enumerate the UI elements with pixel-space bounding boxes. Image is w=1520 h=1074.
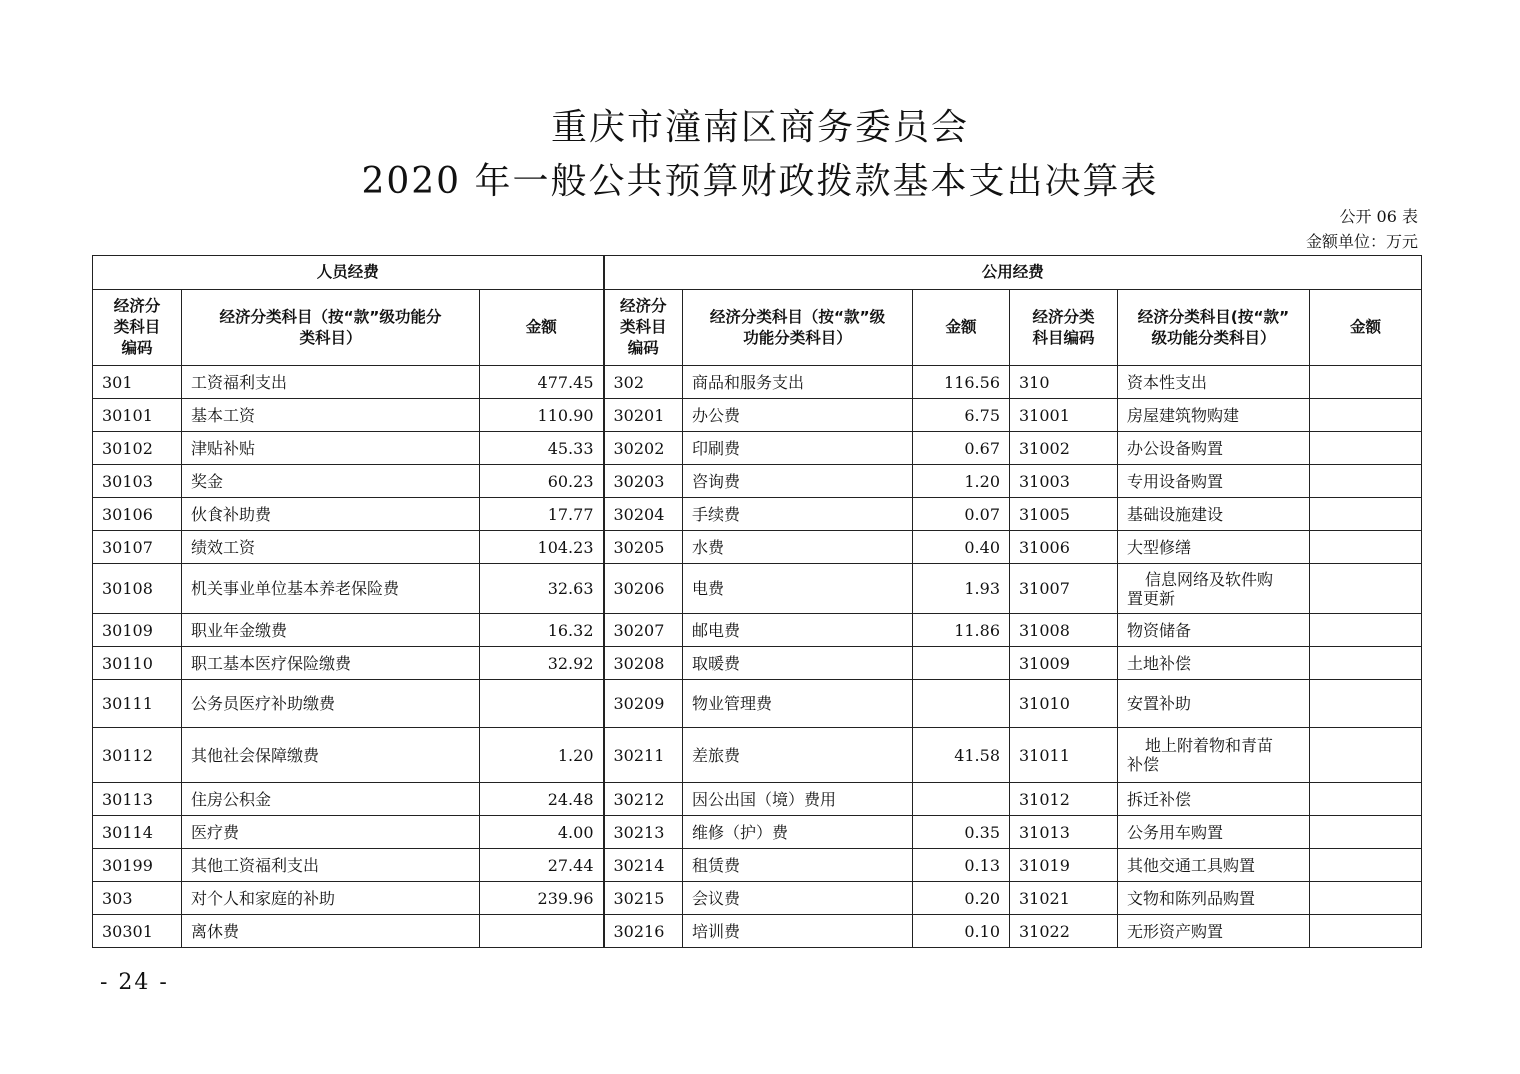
cell-code-a: 30108 (93, 564, 182, 614)
cell-amount-b: 1.20 (913, 465, 1010, 498)
cell-code-b: 30207 (604, 614, 683, 647)
cell-amount-a: 32.92 (480, 647, 604, 680)
cell-name-a: 基本工资 (182, 399, 480, 432)
cell-code-b: 30213 (604, 816, 683, 849)
cell-name-a: 绩效工资 (182, 531, 480, 564)
table-row (93, 816, 1422, 849)
cell-name-b: 电费 (683, 564, 913, 614)
cell-name-b: 水费 (683, 531, 913, 564)
cell-name-b: 取暖费 (683, 647, 913, 680)
cell-amount-c (1310, 465, 1422, 498)
cell-code-c: 31002 (1010, 432, 1118, 465)
cell-name-a: 职工基本医疗保险缴费 (182, 647, 480, 680)
cell-amount-c (1310, 849, 1422, 882)
cell-amount-b: 0.13 (913, 849, 1010, 882)
title-report: 2020 年一般公共预算财政拨款基本支出决算表 (361, 161, 1159, 202)
cell-amount-c (1310, 680, 1422, 728)
budget-table (92, 255, 1422, 948)
cell-amount-c (1310, 498, 1422, 531)
cell-amount-a: 17.77 (480, 498, 604, 531)
header-name-b: 经济分类科目（按“款”级 功能分类科目） (683, 290, 913, 366)
cell-code-b: 30205 (604, 531, 683, 564)
cell-amount-c (1310, 366, 1422, 399)
cell-name-b: 差旅费 (683, 728, 913, 783)
cell-amount-b: 116.56 (913, 366, 1010, 399)
cell-amount-a: 45.33 (480, 432, 604, 465)
cell-amount-a: 110.90 (480, 399, 604, 432)
table-row (93, 564, 1422, 614)
cell-name-a: 津贴补贴 (182, 432, 480, 465)
table-row (93, 465, 1422, 498)
cell-name-b: 租赁费 (683, 849, 913, 882)
cell-code-a: 30107 (93, 531, 182, 564)
cell-code-b: 302 (604, 366, 683, 399)
cell-code-a: 30110 (93, 647, 182, 680)
cell-code-b: 30208 (604, 647, 683, 680)
cell-name-c: 拆迁补偿 (1118, 783, 1310, 816)
cell-amount-a: 16.32 (480, 614, 604, 647)
cell-amount-c (1310, 816, 1422, 849)
cell-name-a: 医疗费 (182, 816, 480, 849)
cell-name-b: 印刷费 (683, 432, 913, 465)
cell-name-a: 离休费 (182, 915, 480, 948)
cell-name-a: 其他工资福利支出 (182, 849, 480, 882)
table-row (93, 680, 1422, 728)
cell-code-c: 31019 (1010, 849, 1118, 882)
cell-name-b: 办公费 (683, 399, 913, 432)
cell-code-b: 30204 (604, 498, 683, 531)
header-code-a: 经济分 类科目 编码 (93, 290, 182, 366)
table-row (93, 432, 1422, 465)
cell-code-b: 30203 (604, 465, 683, 498)
table-row (93, 882, 1422, 915)
cell-code-a: 301 (93, 366, 182, 399)
cell-amount-b: 0.40 (913, 531, 1010, 564)
cell-amount-c (1310, 564, 1422, 614)
cell-code-c: 31013 (1010, 816, 1118, 849)
table-row (93, 399, 1422, 432)
cell-amount-a: 1.20 (480, 728, 604, 783)
table-row (93, 783, 1422, 816)
cell-code-b: 30201 (604, 399, 683, 432)
cell-amount-a: 104.23 (480, 531, 604, 564)
cell-amount-c (1310, 432, 1422, 465)
cell-name-a: 伙食补助费 (182, 498, 480, 531)
cell-name-a: 机关事业单位基本养老保险费 (182, 564, 480, 614)
cell-code-c: 31010 (1010, 680, 1118, 728)
cell-name-c: 大型修缮 (1118, 531, 1310, 564)
cell-amount-a: 32.63 (480, 564, 604, 614)
page-number: - 24 - (100, 970, 169, 995)
cell-name-a: 住房公积金 (182, 783, 480, 816)
table-row (93, 531, 1422, 564)
cell-code-c: 310 (1010, 366, 1118, 399)
cell-name-c (1118, 564, 1310, 614)
header-amount-c: 金额 (1310, 290, 1422, 366)
cell-amount-b: 6.75 (913, 399, 1010, 432)
group-personnel: 人员经费 (93, 256, 604, 290)
cell-code-a: 30109 (93, 614, 182, 647)
header-code-b: 经济分 类科目 编码 (604, 290, 683, 366)
cell-name-a: 对个人和家庭的补助 (182, 882, 480, 915)
header-amount-b: 金额 (913, 290, 1010, 366)
amount-unit: 金额单位：万元 (1305, 232, 1418, 251)
cell-amount-c (1310, 399, 1422, 432)
cell-name-b: 手续费 (683, 498, 913, 531)
cell-name-c: 物资储备 (1118, 614, 1310, 647)
table-row (93, 728, 1422, 783)
table-row (93, 498, 1422, 531)
cell-amount-b: 41.58 (913, 728, 1010, 783)
cell-code-a: 303 (93, 882, 182, 915)
cell-code-c: 31011 (1010, 728, 1118, 783)
cell-name-c (1118, 728, 1310, 783)
cell-code-b: 30216 (604, 915, 683, 948)
table-row (93, 647, 1422, 680)
table-row (93, 915, 1422, 948)
cell-code-b: 30215 (604, 882, 683, 915)
cell-name-b: 会议费 (683, 882, 913, 915)
cell-amount-b: 11.86 (913, 614, 1010, 647)
cell-code-a: 30103 (93, 465, 182, 498)
cell-name-c: 公务用车购置 (1118, 816, 1310, 849)
cell-code-b: 30212 (604, 783, 683, 816)
header-name-a: 经济分类科目（按“款”级功能分 类科目） (182, 290, 480, 366)
cell-amount-b: 0.10 (913, 915, 1010, 948)
cell-code-a: 30102 (93, 432, 182, 465)
cell-amount-a: 4.00 (480, 816, 604, 849)
cell-code-c: 31009 (1010, 647, 1118, 680)
cell-name-a: 工资福利支出 (182, 366, 480, 399)
cell-code-c: 31007 (1010, 564, 1118, 614)
cell-name-c: 基础设施建设 (1118, 498, 1310, 531)
table-row (93, 366, 1422, 399)
cell-code-a: 30101 (93, 399, 182, 432)
table-number: 公开 06 表 (1339, 207, 1418, 226)
header-name-c: 经济分类科目(按“款” 级功能分类科目） (1118, 290, 1310, 366)
cell-name-c: 文物和陈列品购置 (1118, 882, 1310, 915)
cell-amount-a: 239.96 (480, 882, 604, 915)
cell-name-c: 无形资产购置 (1118, 915, 1310, 948)
cell-code-b: 30202 (604, 432, 683, 465)
cell-amount-a: 60.23 (480, 465, 604, 498)
cell-name-c-line1: 信息网络及软件购 (1145, 569, 1274, 589)
cell-amount-b (913, 783, 1010, 816)
cell-name-c: 安置补助 (1118, 680, 1310, 728)
cell-name-c: 其他交通工具购置 (1118, 849, 1310, 882)
cell-amount-b: 0.07 (913, 498, 1010, 531)
cell-name-b: 商品和服务支出 (683, 366, 913, 399)
cell-name-b: 咨询费 (683, 465, 913, 498)
cell-amount-b: 0.35 (913, 816, 1010, 849)
table-row (93, 614, 1422, 647)
cell-name-c-line2: 置更新 (1127, 588, 1176, 608)
cell-code-a: 30111 (93, 680, 182, 728)
cell-amount-c (1310, 783, 1422, 816)
cell-name-b: 维修（护）费 (683, 816, 913, 849)
header-amount-a: 金额 (480, 290, 604, 366)
cell-amount-a: 24.48 (480, 783, 604, 816)
cell-name-c: 专用设备购置 (1118, 465, 1310, 498)
cell-amount-b: 0.67 (913, 432, 1010, 465)
cell-amount-a (480, 915, 604, 948)
cell-code-c: 31022 (1010, 915, 1118, 948)
cell-name-c: 土地补偿 (1118, 647, 1310, 680)
cell-amount-a: 27.44 (480, 849, 604, 882)
cell-name-a: 其他社会保障缴费 (182, 728, 480, 783)
cell-amount-b (913, 647, 1010, 680)
cell-amount-c (1310, 728, 1422, 783)
cell-name-b: 邮电费 (683, 614, 913, 647)
cell-amount-b: 1.93 (913, 564, 1010, 614)
cell-name-a: 职业年金缴费 (182, 614, 480, 647)
cell-name-c: 办公设备购置 (1118, 432, 1310, 465)
cell-amount-c (1310, 531, 1422, 564)
cell-code-b: 30209 (604, 680, 683, 728)
cell-code-a: 30112 (93, 728, 182, 783)
header-code-c: 经济分类 科目编码 (1010, 290, 1118, 366)
title-unit: 重庆市潼南区商务委员会 (550, 107, 969, 148)
cell-name-a: 奖金 (182, 465, 480, 498)
cell-code-c: 31001 (1010, 399, 1118, 432)
cell-amount-c (1310, 614, 1422, 647)
cell-name-b: 培训费 (683, 915, 913, 948)
cell-amount-c (1310, 882, 1422, 915)
cell-amount-a: 477.45 (480, 366, 604, 399)
cell-amount-b (913, 680, 1010, 728)
cell-amount-a (480, 680, 604, 728)
group-public: 公用经费 (604, 256, 1422, 290)
cell-code-b: 30206 (604, 564, 683, 614)
cell-code-a: 30114 (93, 816, 182, 849)
cell-code-a: 30199 (93, 849, 182, 882)
cell-name-c: 房屋建筑物购建 (1118, 399, 1310, 432)
cell-code-c: 31012 (1010, 783, 1118, 816)
cell-code-b: 30214 (604, 849, 683, 882)
cell-code-c: 31005 (1010, 498, 1118, 531)
cell-name-c-line1: 地上附着物和青苗 (1145, 736, 1274, 755)
cell-code-b: 30211 (604, 728, 683, 783)
table-row (93, 849, 1422, 882)
cell-code-a: 30301 (93, 915, 182, 948)
cell-amount-c (1310, 915, 1422, 948)
cell-name-c-line2: 补偿 (1127, 755, 1160, 774)
cell-amount-b: 0.20 (913, 882, 1010, 915)
cell-code-a: 30113 (93, 783, 182, 816)
cell-code-a: 30106 (93, 498, 182, 531)
cell-code-c: 31008 (1010, 614, 1118, 647)
cell-name-c: 资本性支出 (1118, 366, 1310, 399)
cell-name-a: 公务员医疗补助缴费 (182, 680, 480, 728)
column-header-row (93, 290, 1422, 366)
cell-code-c: 31021 (1010, 882, 1118, 915)
cell-name-b: 因公出国（境）费用 (683, 783, 913, 816)
cell-code-c: 31006 (1010, 531, 1118, 564)
cell-name-b: 物业管理费 (683, 680, 913, 728)
cell-amount-c (1310, 647, 1422, 680)
cell-code-c: 31003 (1010, 465, 1118, 498)
group-header-row (93, 256, 1422, 290)
